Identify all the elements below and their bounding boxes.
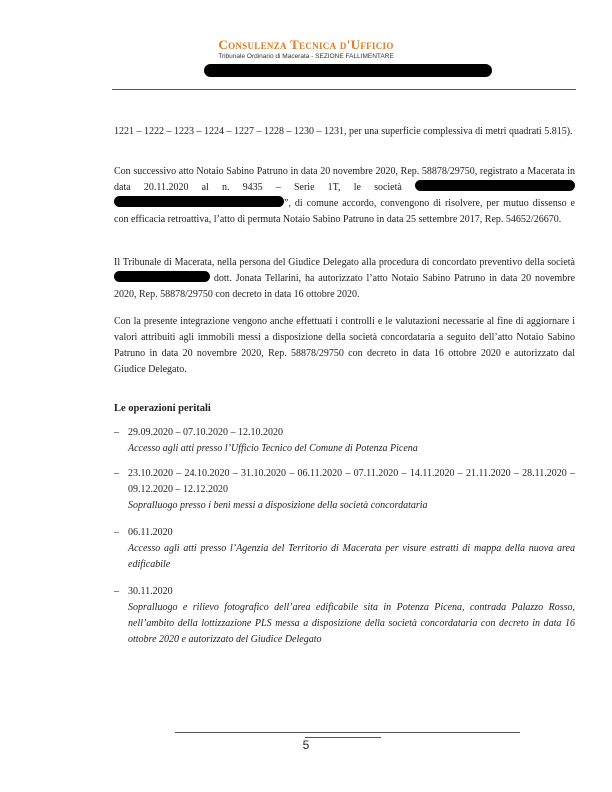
list-dash: – (114, 527, 119, 538)
paragraph-2 (114, 164, 575, 228)
operation-dates: 29.09.2020 – 07.10.2020 – 12.10.2020 (128, 427, 283, 438)
operation-dates: 30.11.2020 (128, 586, 173, 597)
operation-description: Sopralluogo e rilievo fotografico dell’area edificabile sita in Potenza Picena, contrada Palazzo Rosso, nell’ambito della lottizzazione PLS messa a disposizione della società concordataria con decreto in data 16 ottobre 2020 e autorizzato del Giudice Delegato (128, 602, 575, 645)
operation-body (128, 466, 575, 514)
redaction-bar (204, 64, 492, 77)
redaction-bar (415, 180, 575, 191)
list-dash: – (114, 586, 119, 597)
paragraph-2-part-a: Con successivo atto Notaio Sabino Patruno in data 20 novembre 2020, Rep. 58878/29750, registrato a Macerata in data 20.11.2020 al n. 9435 – Serie 1T, le società (114, 166, 575, 193)
operation-description: Sopralluogo presso i beni messi a disposizione della società concordataria (128, 500, 428, 511)
paragraph-4: Con la presente integrazione vengono anche effettuati i controlli e le valutazioni necessarie al fine di aggiornare i valori attribuiti agli immobili messi a disposizione della società concordataria a seguito dell’atto Notaio Sabino Patruno in data 20 novembre 2020, Rep. 58878/29750 con decreto in data 16 ottobre 2020 e autorizzato dal Giudice Delegato. (114, 316, 575, 375)
page-number: 5 (302, 738, 310, 752)
header-subtitle: Tribunale Ordinario di Macerata - SEZIONE FALLIMENTARE (218, 53, 394, 60)
paragraph-3 (114, 255, 575, 303)
header-divider (112, 89, 576, 90)
paragraph-3-part-a: Il Tribunale di Macerata, nella persona del Giudice Delegato alla procedura di concordato preventivo della società (114, 257, 575, 268)
list-dash: – (114, 468, 119, 479)
section-title: Le operazioni peritali (114, 403, 211, 414)
operation-dates: 06.11.2020 (128, 527, 173, 538)
paragraph-3-part-b: dott. Jonata Tellarini, ha autorizzato l’atto Notaio Sabino Patruno in data 20 novembre 2020, Rep. 58878/29750 con decreto in data 16 ottobre 2020. (114, 273, 576, 300)
operation-description: Accesso agli atti presso l’Ufficio Tecnico del Comune di Potenza Picena (128, 443, 418, 454)
operation-dates: 23.10.2020 – 24.10.2020 – 31.10.2020 – 06.11.2020 – 07.11.2020 – 14.11.2020 – 21.11.2020 – 28.11.2020 – 09.12.2020 – 12.12.2020 (128, 468, 575, 495)
footer-divider (175, 732, 520, 733)
redaction-bar (114, 196, 284, 207)
operation-body (128, 425, 575, 457)
operation-description: Accesso agli atti presso l’Agenzia del Territorio di Macerata per visure estratti di mappa della nuova area edificabile (128, 543, 575, 570)
operation-body (128, 525, 575, 573)
redaction-bar (114, 271, 210, 282)
list-dash: – (114, 427, 119, 438)
paragraph-2-part-b: ”, di comune accordo, convengono di risolvere, per mutuo dissenso e con efficacia retroattiva, l’atto di permuta Notaio Sabino Patruno in data 25 settembre 2017, Rep. 54652/26670. (114, 198, 575, 225)
paragraph-1: 1221 – 1222 – 1223 – 1224 – 1227 – 1228 – 1230 – 1231, per una superficie complessiva di metri quadrati 5.815). (114, 126, 573, 137)
header-title: Consulenza Tecnica d'Ufficio (218, 37, 394, 52)
operation-body (128, 584, 575, 648)
